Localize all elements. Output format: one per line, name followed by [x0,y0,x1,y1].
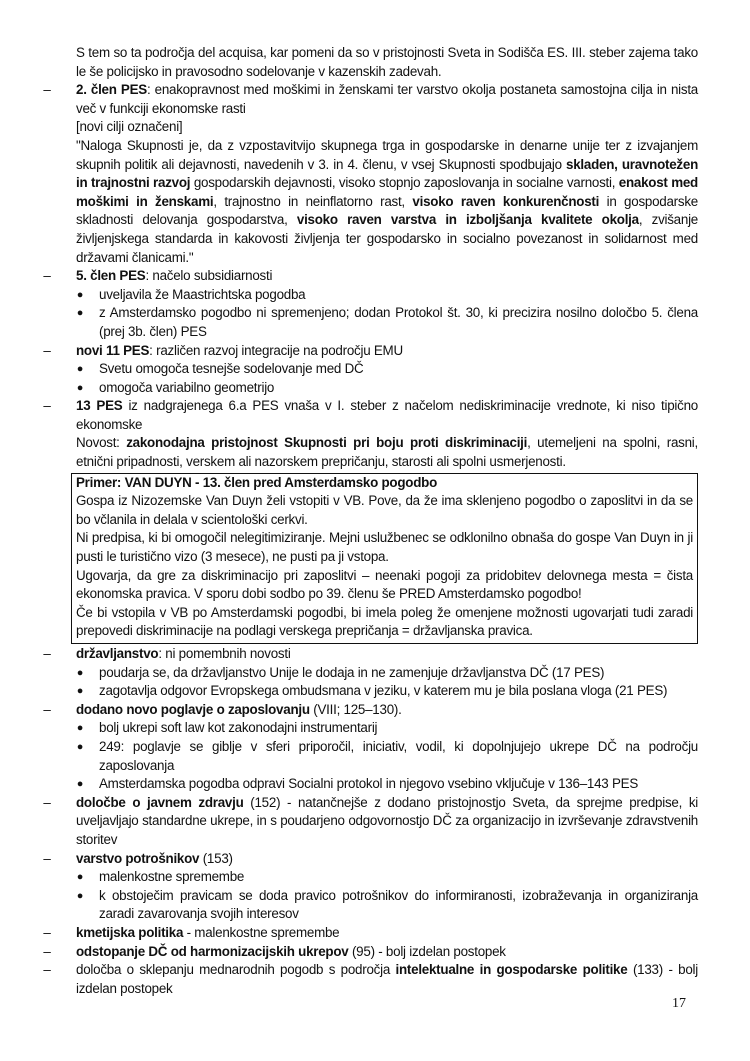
bullet-item [36,775,698,794]
quote-emphasis: enakost med moškimi in ženskami [76,175,698,209]
list-item-article-5 [36,267,698,286]
item-text: - malenkostne spremembe [183,924,340,940]
item-title: kmetijska politika [76,924,184,940]
novost-label: Novost: [76,435,127,451]
item-text: : različen razvoj integracije na področju EMU [149,342,403,358]
bullet-icon: ● [76,722,84,735]
example-box-van-duyn [71,473,698,644]
example-title-text: Primer: VAN DUYN - 13. člen pred Amsterdamsko pogodbo [76,474,438,490]
article-2-quote [76,137,698,267]
dash-marker: – [43,646,51,661]
item-emphasis: intelektualne in gospodarske politike [395,962,628,978]
bullet-text: bolj ukrepi soft law kot zakonodajni instrumentarij [99,720,378,736]
bullet-item [36,868,698,887]
item-text: (VIII; 125–130). [309,701,402,717]
bullet-text: malenkostne spremembe [99,869,245,885]
item-title: 2. člen PES [76,82,147,98]
list-item-article-11 [36,342,698,361]
bullet-text: zagotavlja odgovor Evropskega ombudsmana v jeziku, v katerem mu je bila poslana vloga (21 PES) [99,683,668,699]
quote-text: gospodarskih dejavnosti, visoko stopnjo zaposlovanja in socialne varnosti, [190,175,619,191]
item-text: (95) - bolj izdelan postopek [348,943,506,959]
item-title: 5. člen PES [76,268,146,284]
example-title [76,474,693,493]
bullet-icon: ● [76,740,84,753]
novost-paragraph [76,434,698,471]
dash-marker: – [43,398,51,414]
item-title: določbe o javnem zdravju [76,794,244,810]
bullet-text: Svetu omogoča tesnejše sodelovanje med DČ [99,361,364,377]
bullet-icon: ● [76,889,84,902]
item-note: [novi cilji označeni] [76,119,183,135]
novost-emphasis: zakonodajna pristojnost Skupnosti pri boju proti diskriminaciji [126,435,528,451]
item-text: določba o sklepanju mednarodnih pogodb s področja [76,962,396,978]
quote-text: in gospodarske skladnosti delovanja gospodarstva, [76,193,698,228]
dash-marker: – [43,82,51,98]
intro-paragraph [36,44,698,81]
list-item-employment [36,701,698,720]
item-title: varstvo potrošnikov [76,850,200,866]
list-item-article-13 [36,397,698,471]
bullet-item [36,286,698,305]
dash-marker: – [43,924,51,940]
bullet-icon: ● [76,685,84,698]
list-item-agriculture [36,924,698,943]
bullet-item [36,664,698,683]
bullet-item [36,379,698,398]
bullet-item [36,738,698,775]
bullet-item [36,887,698,924]
example-line: Ni predpisa, ki bi omogočil nelegitimiziranje. Mejni uslužbenec se odklonilno obnaša do gospe Van Duyn in ji pusti le turistično vizo (3 mesece), ne pusti pa ji vstopa. [76,530,693,565]
page-content [36,44,698,998]
bullet-icon: ● [76,363,84,376]
bullet-icon: ● [76,288,84,301]
dash-marker: – [43,943,51,959]
bullet-text: k obstoječim pravicam se doda pravico potrošnikov do informiranosti, izobraževanja in organiziranja zaradi zavarovanja svojih interesov [99,887,698,922]
example-line: Gospa iz Nizozemske Van Duyn želi vstopiti v VB. Pove, da že ima sklenjeno pogodbo o zaposlitvi in da se bo včlanila in delala v scientološki cerkvi. [76,493,693,527]
bullet-icon: ● [76,666,84,679]
dash-marker: – [43,962,51,978]
quote-emphasis: visoko raven konkurenčnosti [412,193,600,209]
item-text: : enakopravnost med moškimi in ženskami ter varstvo okolja postaneta samostojna cilja in nista več v funkciji ekonomske rasti [76,82,698,116]
bullet-item [36,719,698,738]
bullet-item [36,682,698,701]
bullet-icon: ● [76,778,84,791]
bullet-text: uveljavila že Maastrichtska pogodba [99,286,306,302]
bullet-item [36,304,698,341]
item-text: (152) - natančnejše z dodano pristojnostjo Sveta, da sprejme predpise, ki uveljavljajo standardne ukrepe, in s poudarjeno odgovornostjo DČ za organizacijo in izvrševanje zdravstvenih storitev [76,794,698,847]
novost-text: , utemeljeni na spolni, rasni, etnični pripadnosti, verskem ali nazorskem prepričanju, starosti ali spolni usmerjenosti. [76,435,698,470]
list-item-deviation [36,943,698,962]
dash-marker: – [43,268,51,284]
quote-text: , trajnostno in neinflatorno rast, [213,193,413,209]
item-text: : ni pomembnih novosti [158,646,291,661]
dash-marker: – [43,701,51,717]
item-text: iz nadgrajenega 6.a PES vnaša v I. steber z načelom nediskriminacije vrednote, ki niso tipično ekonomske [76,398,698,432]
example-line: Ugovarja, da gre za diskriminacijo pri zaposlitvi – neenaki pogoji za pridobitev delovnega mesta = čista ekonomska pravica. V sporu dobi sodbo po 39. členu še PRED Amsterdamsko pogodbo! [76,567,693,602]
quote-emphasis: visoko raven varstva in izboljšanja kvalitete okolja [296,212,639,228]
page-number: 17 [672,996,686,1011]
item-text: (153) [199,850,233,866]
bullet-text: poudarja se, da državljanstvo Unije le dodaja in ne zamenjuje državljanstva DČ (17 PES) [99,664,605,680]
item-title: odstopanje DČ od harmonizacijskih ukrepov [76,943,349,959]
list-item-consumer-protection [36,850,698,869]
list-item-public-health [36,794,698,850]
quote-text: "Naloga Skupnosti je, da z vzpostavitvijo skupnega trga in gospodarske in denarne unije ter z izvajanjem skupnih politik ali dejavnosti, navedenih v 3. in 4. členu, v vsej Skupnosti spodbujajo [76,137,698,172]
example-line: Če bi vstopila v VB po Amsterdamski pogodbi, bi imela poleg že omenjene možnosti ugovarjati tudi zaradi prepovedi diskriminacije na podlagi verskega prepričanja = državljanska pravica. [76,604,693,639]
dash-marker: – [43,342,51,358]
item-title: dodano novo poglavje o zaposlovanju [76,701,310,717]
quote-emphasis: skladen, uravnotežen in trajnostni razvoj [76,156,699,191]
dash-marker: – [43,850,51,866]
bullet-icon: ● [76,381,84,394]
bullet-icon: ● [76,871,84,884]
list-item-article-2 [36,81,698,267]
intro-text: S tem so ta področja del acquisa, kar pomeni da so v pristojnosti Sveta in Sodišča ES. III. steber zajema tako le še policijsko in pravosodno sodelovanje v kazenskih zadevah. [76,45,698,79]
quote-text: , zvišanje življenjskega standarda in kakovosti življenja ter gospodarsko in socialno povezanost in solidarnost med državami članicami." [76,212,699,265]
bullet-text: Amsterdamska pogodba odpravi Socialni protokol in njegovo vsebino vključuje v 136–143 PES [99,776,639,792]
item-title: novi 11 PES [76,342,150,358]
bullet-text: 249: poglavje se giblje v sferi priporočil, iniciativ, vodil, ki dopolnjujejo ukrepe DČ na področju zaposlovanja [99,738,698,773]
bullet-text: omogoča variabilno geometrijo [99,379,275,395]
item-title: državljanstvo [76,646,159,661]
bullet-text: z Amsterdamsko pogodbo ni spremenjeno; dodan Protokol št. 30, ki precizira nosilno določbo 5. člena (prej 3b. člen) PES [99,305,698,339]
bullet-item [36,360,698,379]
item-title: 13 PES [76,398,123,414]
item-text: (133) - bolj izdelan postopek [76,962,698,996]
bullet-icon: ● [76,307,84,320]
list-item-citizenship [36,645,698,664]
dash-marker: – [43,794,51,810]
item-text: : načelo subsidiarnosti [145,268,273,284]
list-item-international-agreements [36,961,698,998]
